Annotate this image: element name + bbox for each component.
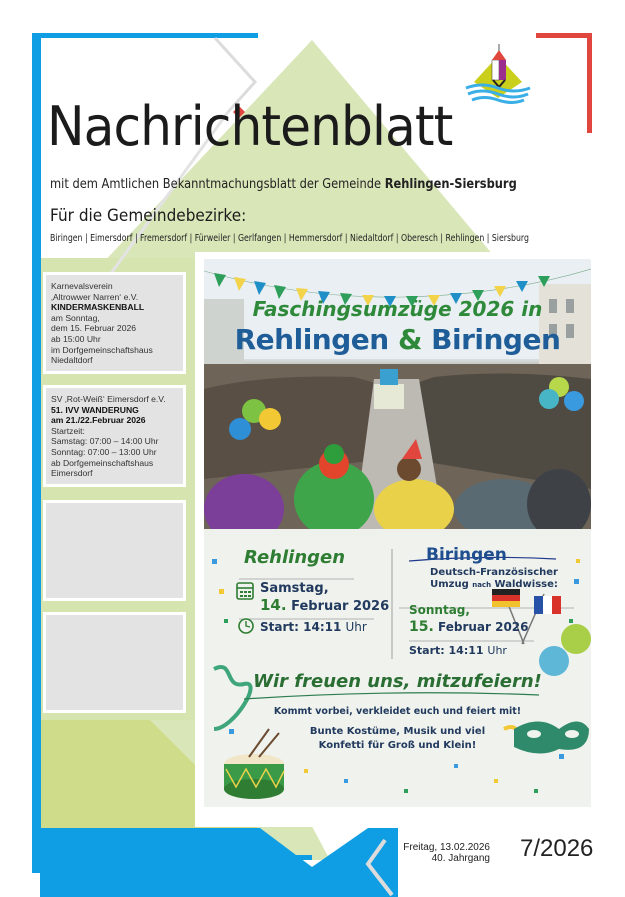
issue-number: 7/2026 [520, 835, 594, 862]
notice-time: ab 15:00 Uhr [51, 333, 101, 344]
subtitle-text: mit dem Amtlichen Bekanntmachungsblatt der Gemeinde [50, 177, 385, 192]
notice-event-title: 51. IVV WANDERUNG [51, 404, 139, 415]
poster-place-rehlingen: Rehlingen [234, 323, 389, 356]
district-item: Rehlingen [445, 233, 485, 244]
biringen-subtitle-line [404, 579, 584, 591]
poster-place-biringen: Biringen [431, 323, 561, 356]
district-item: Oberesch [400, 233, 438, 244]
district-item: Fürweiler [194, 233, 231, 244]
start-unit: Uhr [345, 620, 367, 634]
biringen-start [409, 644, 507, 657]
notice-text: Karnevalsverein [51, 281, 113, 291]
district-item: Niedaltdorf [350, 233, 394, 244]
volume-year: 40. Jahrgang [431, 853, 490, 864]
poster-ampersand: & [397, 323, 422, 356]
district-item: Fremersdorf [140, 233, 188, 244]
poster-description-line: Bunte Kostüme, Musik und viel [309, 726, 486, 737]
rehlingen-date-day: 14. [260, 596, 287, 614]
start-unit: Uhr [487, 644, 507, 657]
start-label: Start: [409, 644, 445, 657]
notice-text: Startzeit: [51, 425, 85, 436]
poster-tagline: Kommt vorbei, verkleidet euch und feiert mit! [273, 706, 522, 717]
rehlingen-day: Samstag, [260, 581, 329, 596]
subtitle-word: nach [472, 581, 492, 589]
biringen-subtitle-line: Deutsch-Französischer [430, 567, 558, 578]
notice-date: dem 15. Februar 2026 [51, 323, 137, 334]
district-item: Biringen [50, 233, 83, 244]
start-label: Start: [260, 620, 299, 634]
notice-event-date: am 21./22.Februar 2026 [51, 415, 146, 426]
rehlingen-start [260, 620, 367, 634]
biringen-date-month-year: Februar 2026 [438, 620, 529, 634]
notice-box-ivv-wanderung [43, 385, 186, 487]
districts-heading: Für die Gemeindebezirke: [50, 206, 247, 226]
publication-date: Freitag, 13.02.2026 [403, 842, 490, 853]
notice-box-kindermaskenball [43, 272, 186, 374]
biringen-subtitle [404, 567, 584, 591]
start-time: 14:11 [448, 644, 484, 657]
subtitle-word: Umzug [430, 579, 469, 590]
district-item: Eimersdorf [90, 233, 133, 244]
notice-time: Samstag: 07:00 – 14:00 Uhr [51, 436, 159, 447]
district-item: Siersburg [491, 233, 529, 244]
notice-text: am Sonntag, [51, 312, 100, 323]
issue-info [395, 842, 490, 864]
notice-location: Niedaltdorf [51, 355, 93, 366]
poster-description-line: Konfetti für Groß und Klein! [318, 740, 477, 751]
carnival-poster [204, 259, 591, 807]
poster-slogan: Wir freuen uns, mitzufeiern! [253, 671, 542, 692]
biringen-date [409, 619, 529, 635]
rehlingen-heading: Rehlingen [244, 547, 346, 568]
rehlingen-date [260, 596, 389, 614]
rehlingen-date-month-year: Februar 2026 [291, 599, 390, 614]
notice-text: ab Dorfgemeinschaftshaus [51, 457, 154, 468]
notice-text: im Dorfgemeinschaftshaus [51, 344, 153, 355]
masthead-subtitle [50, 177, 517, 192]
notice-time: Sonntag: 07:00 – 13:00 Uhr [51, 446, 157, 457]
poster-headline: Faschingsumzüge 2026 in [252, 297, 543, 321]
district-item: Hemmersdorf [288, 233, 343, 244]
poster-headline-places [204, 323, 591, 356]
notice-location: Eimersdorf [51, 468, 93, 479]
notice-text: ‚Altrowwer Narren‘ e.V. [51, 291, 139, 302]
notice-event-title: KINDERMASKENBALL [51, 302, 145, 313]
notice-box-empty [43, 612, 186, 713]
municipality-name: Rehlingen-Siersburg [384, 177, 517, 192]
districts-list: Biringen | Eimersdorf | Fremersdorf | Fürweiler | Gerlfangen | Hemmersdorf | Niedaltdorf | Oberesch | Rehlingen | Siersburg [50, 233, 529, 244]
subtitle-word: Waldwisse: [494, 579, 558, 590]
start-time: 14:11 [303, 620, 342, 634]
notice-text: SV ‚Rot-Weiß‘ Eimersdorf e.V. [51, 394, 166, 404]
biringen-date-day: 15. [409, 619, 434, 635]
district-item: Gerlfangen [237, 233, 282, 244]
notice-box-empty [43, 500, 186, 601]
masthead-title: Nachrichtenblatt [47, 95, 453, 158]
biringen-heading: Biringen [426, 545, 507, 565]
poster-description [204, 725, 591, 753]
biringen-day: Sonntag, [409, 603, 470, 617]
municipality-coat-of-arms-icon [462, 42, 534, 104]
